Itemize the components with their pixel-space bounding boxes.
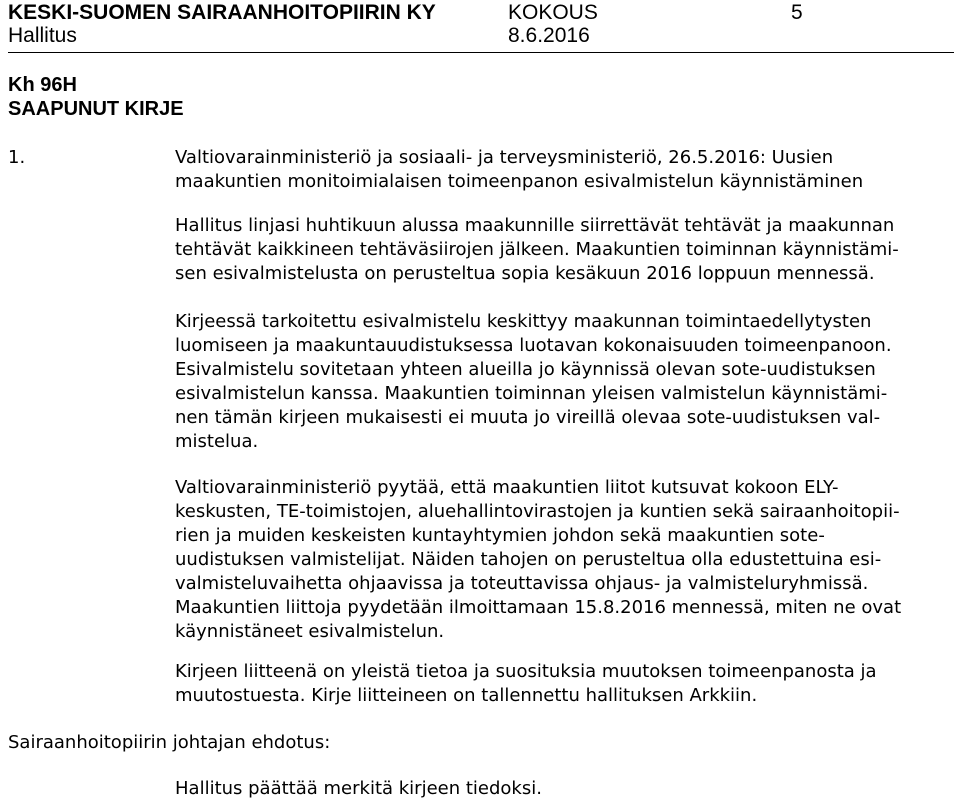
paragraph-line: Hallitus linjasi huhtikuun alussa maakunnille siirrettävät tehtävät ja maakunnan bbox=[175, 215, 895, 236]
paragraph-line: Esivalmistelu sovitetaan yhteen alueilla jo käynnissä olevan sote-uudistuksen bbox=[175, 359, 876, 380]
header-governing-body: Hallitus bbox=[8, 24, 77, 47]
item-title-line: maakuntien monitoimialaisen toimeenpanon esivalmistelun käynnistäminen bbox=[175, 171, 864, 192]
item-number: 1. bbox=[8, 147, 26, 168]
paragraph-line: tehtävät kaikkineen tehtäväsiirojen jälkeen. Maakuntien toiminnan käynnistämi- bbox=[175, 239, 899, 260]
paragraph-line: käynnistäneet esivalmistelun. bbox=[175, 621, 445, 642]
paragraph-line: Valtiovarainministeriö pyytää, että maakuntien liitot kutsuvat kokoon ELY- bbox=[175, 477, 839, 498]
paragraph-line: valmisteluvaihetta ohjaavissa ja toteuttavissa ohjaus- ja valmisteluryhmissä. bbox=[175, 573, 869, 594]
paragraph-line: esivalmistelun kanssa. Maakuntien toiminnan yleisen valmistelun käynnistämi- bbox=[175, 383, 888, 404]
paragraph-1 bbox=[175, 214, 945, 286]
paragraph-line: keskusten, TE-toimistojen, aluehallintovirastojen ja kuntien sekä sairaanhoitopii- bbox=[175, 501, 900, 522]
paragraph-line: sen esivalmistelusta on perusteltua sopia kesäkuun 2016 loppuun mennessä. bbox=[175, 263, 875, 284]
paragraph-4 bbox=[175, 660, 945, 708]
paragraph-line: uudistuksen valmistelijat. Näiden tahojen on perusteltua olla edustettuina esi- bbox=[175, 549, 882, 570]
paragraph-line: Kirjeessä tarkoitettu esivalmistelu keskittyy maakunnan toimintaedellytysten bbox=[175, 311, 872, 332]
paragraph-line: rien ja muiden keskeisten kuntayhtymien johdon sekä maakuntien sote- bbox=[175, 525, 825, 546]
paragraph-line: nen tämän kirjeen mukaisesti ei muuta jo vireillä olevaa sote-uudistuksen val- bbox=[175, 407, 881, 428]
item-title bbox=[175, 146, 945, 194]
proposal-decision: Hallitus päättää merkitä kirjeen tiedoksi. bbox=[175, 778, 542, 799]
paragraph-line: muutostuesta. Kirje liitteineen on tallennettu hallituksen Arkkiin. bbox=[175, 685, 758, 706]
section-number: Kh 96H bbox=[8, 74, 77, 96]
item-title-line: Valtiovarainministeriö ja sosiaali- ja terveysministeriö, 26.5.2016: Uusien bbox=[175, 147, 834, 168]
paragraph-line: Kirjeen liitteenä on yleistä tietoa ja suosituksia muutoksen toimeenpanosta ja bbox=[175, 661, 877, 682]
header-organization: KESKI-SUOMEN SAIRAANHOITOPIIRIN KY bbox=[8, 1, 436, 24]
header-date: 8.6.2016 bbox=[508, 24, 590, 47]
header-divider bbox=[8, 52, 954, 53]
proposal-label: Sairaanhoitopiirin johtajan ehdotus: bbox=[8, 732, 331, 753]
paragraph-line: Maakuntien liittoja pyydetään ilmoittamaan 15.8.2016 mennessä, miten ne ovat bbox=[175, 597, 902, 618]
paragraph-line: mistelua. bbox=[175, 431, 259, 452]
paragraph-3 bbox=[175, 476, 945, 644]
header-meeting-type: KOKOUS bbox=[508, 1, 598, 24]
section-title: SAAPUNUT KIRJE bbox=[8, 98, 184, 120]
paragraph-2 bbox=[175, 310, 945, 454]
header-page-number: 5 bbox=[791, 1, 803, 24]
paragraph-line: luomiseen ja maakuntauudistuksessa luotavan kokonaisuuden toimeenpanoon. bbox=[175, 335, 892, 356]
